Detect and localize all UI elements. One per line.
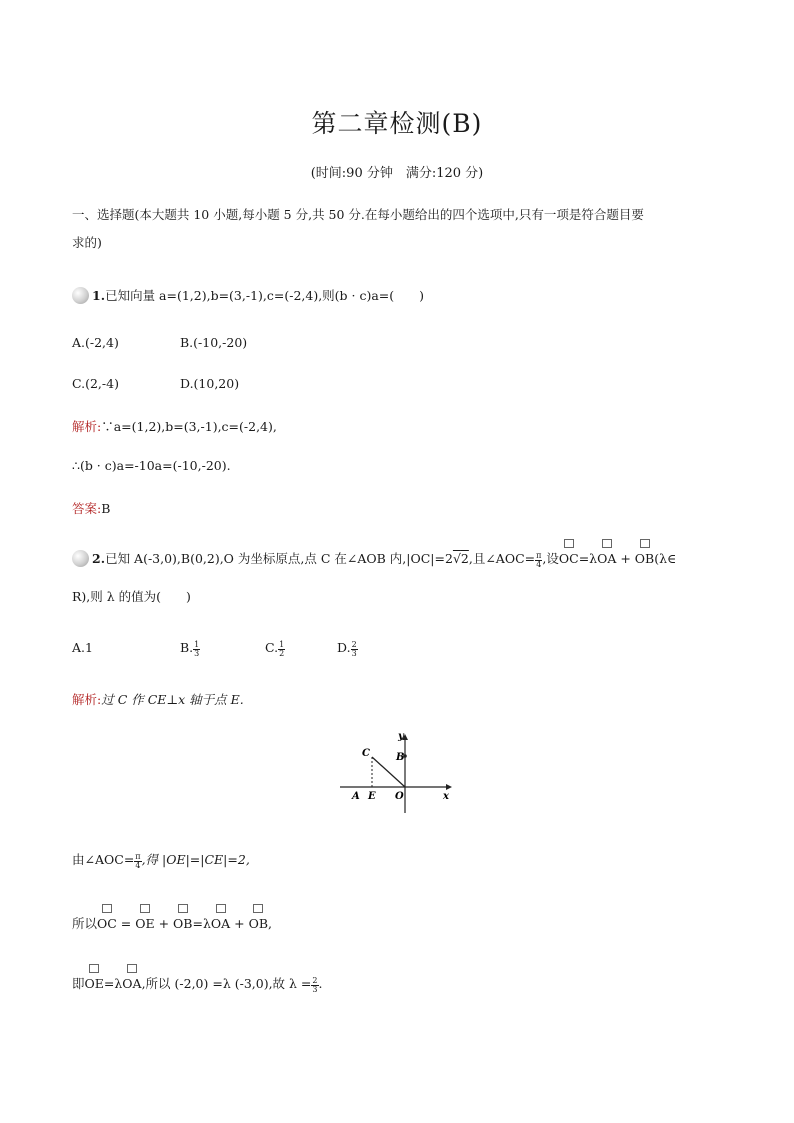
q2-step2: 所以OC = OE + OB=λOA + OB, bbox=[72, 916, 273, 931]
vector-oa: OA bbox=[122, 976, 142, 991]
vector-oc: OC bbox=[97, 916, 117, 931]
q1-solution-line1: 解析:∵a=(1,2),b=(3,-1),c=(-2,4), bbox=[72, 419, 277, 434]
q1-answer: 答案:B bbox=[72, 501, 111, 516]
label-x: x bbox=[443, 791, 449, 802]
q1-option-a: A.(-2,4) bbox=[72, 335, 119, 350]
q2-option-a: A.1 bbox=[72, 640, 93, 655]
vector-oa: OA bbox=[597, 551, 617, 566]
label-y: y bbox=[398, 731, 404, 742]
solution-label: 解析: bbox=[72, 692, 102, 707]
vector-oa: OA bbox=[210, 916, 231, 931]
vector-ob: OB bbox=[248, 916, 269, 931]
label-b: B bbox=[396, 752, 405, 763]
x-axis-arrow-icon bbox=[446, 784, 452, 790]
q2-step1: 由∠AOC= $\frac{\pi}{4}$ ,得 |OE|=|CE|=2, bbox=[72, 852, 250, 870]
q1-option-c: C.(2,-4) bbox=[72, 376, 119, 391]
vector-oe: OE bbox=[84, 976, 104, 991]
q1-option-d: D.(10,20) bbox=[180, 376, 240, 391]
question-2-stem-line2: R),则 λ 的值为( ) bbox=[72, 589, 191, 604]
coordinate-figure bbox=[330, 725, 460, 815]
q1-solution-line2: ∴(b · c)a=-10a=(-10,-20). bbox=[72, 458, 231, 473]
question-1-stem: 1.已知向量 a=(1,2),b=(3,-1),c=(-2,4),则(b · c)a=( ) bbox=[72, 286, 424, 304]
question-bullet-icon bbox=[72, 550, 89, 567]
section-heading-line1: 一、选择题(本大题共 10 小题,每小题 5 分,共 50 分.在每小题给出的四个选项中,只有一项是符合题目要 bbox=[72, 207, 644, 222]
solution-label: 解析: bbox=[72, 419, 102, 434]
label-c: C bbox=[362, 748, 370, 759]
section-heading-line2: 求的) bbox=[72, 235, 102, 250]
q2-option-c: C. $\frac{1}{2}$ bbox=[265, 640, 285, 658]
vector-oc: OC bbox=[558, 551, 579, 566]
fraction-pi-over-4: $\frac{\pi}{4}$ bbox=[536, 551, 542, 569]
q2-option-d: D. $\frac{2}{3}$ bbox=[337, 640, 357, 658]
vector-oe: OE bbox=[135, 916, 155, 931]
question-2-stem: 2.已知 A(-3,0),B(0,2),O 为坐标原点,点 C 在∠AOB 内,|OC|=2√2,且∠AOC= $\frac{\pi}{4}$ ,设OC=λOA + OB(λ∈ bbox=[72, 549, 676, 569]
q1-option-b: B.(-10,-20) bbox=[180, 335, 248, 350]
question-bullet-icon bbox=[72, 287, 89, 304]
page-title: 第二章检测(B) bbox=[311, 109, 483, 138]
label-o: O bbox=[395, 791, 404, 802]
exam-info: (时间:90 分钟 满分:120 分) bbox=[310, 166, 484, 181]
label-e: E bbox=[368, 791, 376, 802]
q2-option-b: B. $\frac{1}{3}$ bbox=[180, 640, 200, 658]
q2-step3: 即OE=λOA,所以 (-2,0) =λ (-3,0),故 λ = $\frac{2}{3}$ . bbox=[72, 976, 323, 994]
vector-ob: OB bbox=[634, 551, 655, 566]
q2-solution: 解析:过 C 作 CE⊥x 轴于点 E. bbox=[72, 692, 244, 707]
answer-label: 答案: bbox=[72, 501, 102, 516]
sqrt-radicand: √2 bbox=[452, 551, 469, 566]
vector-ob: OB bbox=[173, 916, 193, 931]
label-a: A bbox=[352, 791, 360, 802]
